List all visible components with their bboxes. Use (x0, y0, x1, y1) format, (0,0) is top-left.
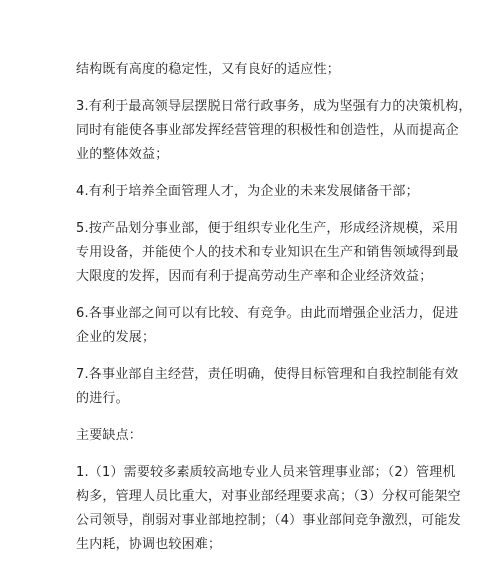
text-line: 主要缺点： (76, 428, 143, 443)
text-line: 构多，管理人员比重大，对事业部经理要求高；（3）分权可能架空 (76, 489, 461, 504)
paragraph-advantage-4 (76, 180, 426, 204)
text-line: 4.有利于培养全面管理人才，为企业的未来发展储备干部； (76, 184, 419, 199)
paragraph-advantage-3 (76, 95, 472, 167)
text-line: 的进行。 (76, 391, 129, 406)
paragraph-advantage-6 (76, 302, 459, 350)
paragraph-disadvantage-1 (76, 461, 461, 557)
text-line: 1.（1）需要较多素质较高地专业人员来管理事业部；（2）管理机 (76, 465, 456, 480)
text-line: 结构既有高度的稳定性，又有良好的适应性； (76, 62, 341, 77)
text-line: 6.各事业部之间可以有比较、有竞争。由此而增强企业活力，促进 (76, 306, 459, 321)
text-line: 公司领导，削弱对事业部地控制；（4）事业部间竞争激烈，可能发 (76, 513, 461, 528)
section-heading-disadvantages (76, 424, 426, 448)
paragraph-advantage-5 (76, 217, 459, 289)
text-line: 7.各事业部自主经营，责任明确，使得目标管理和自我控制能有效 (76, 367, 459, 382)
paragraph-stability (76, 58, 426, 82)
text-line: 专用设备，并能使个人的技术和专业知识在生产和销售领域得到最 (76, 245, 459, 260)
document-body (76, 58, 472, 557)
paragraph-advantage-7 (76, 363, 459, 411)
text-line: 企业的发展； (76, 330, 156, 345)
text-line: 3.有利于最高领导层摆脱日常行政事务，成为坚强有力的决策机构， (76, 99, 472, 114)
text-line: 大限度的发挥，因而有利于提高劳动生产率和企业经济效益； (76, 269, 433, 284)
text-line: 5.按产品划分事业部，便于组织专业化生产，形成经济规模，采用 (76, 221, 459, 236)
text-line: 同时有能使各事业部发挥经营管理的积极性和创造性，从而提高企 (76, 123, 459, 138)
text-line: 业的整体效益； (76, 147, 169, 162)
text-line: 生内耗，协调也较困难； (76, 537, 222, 552)
